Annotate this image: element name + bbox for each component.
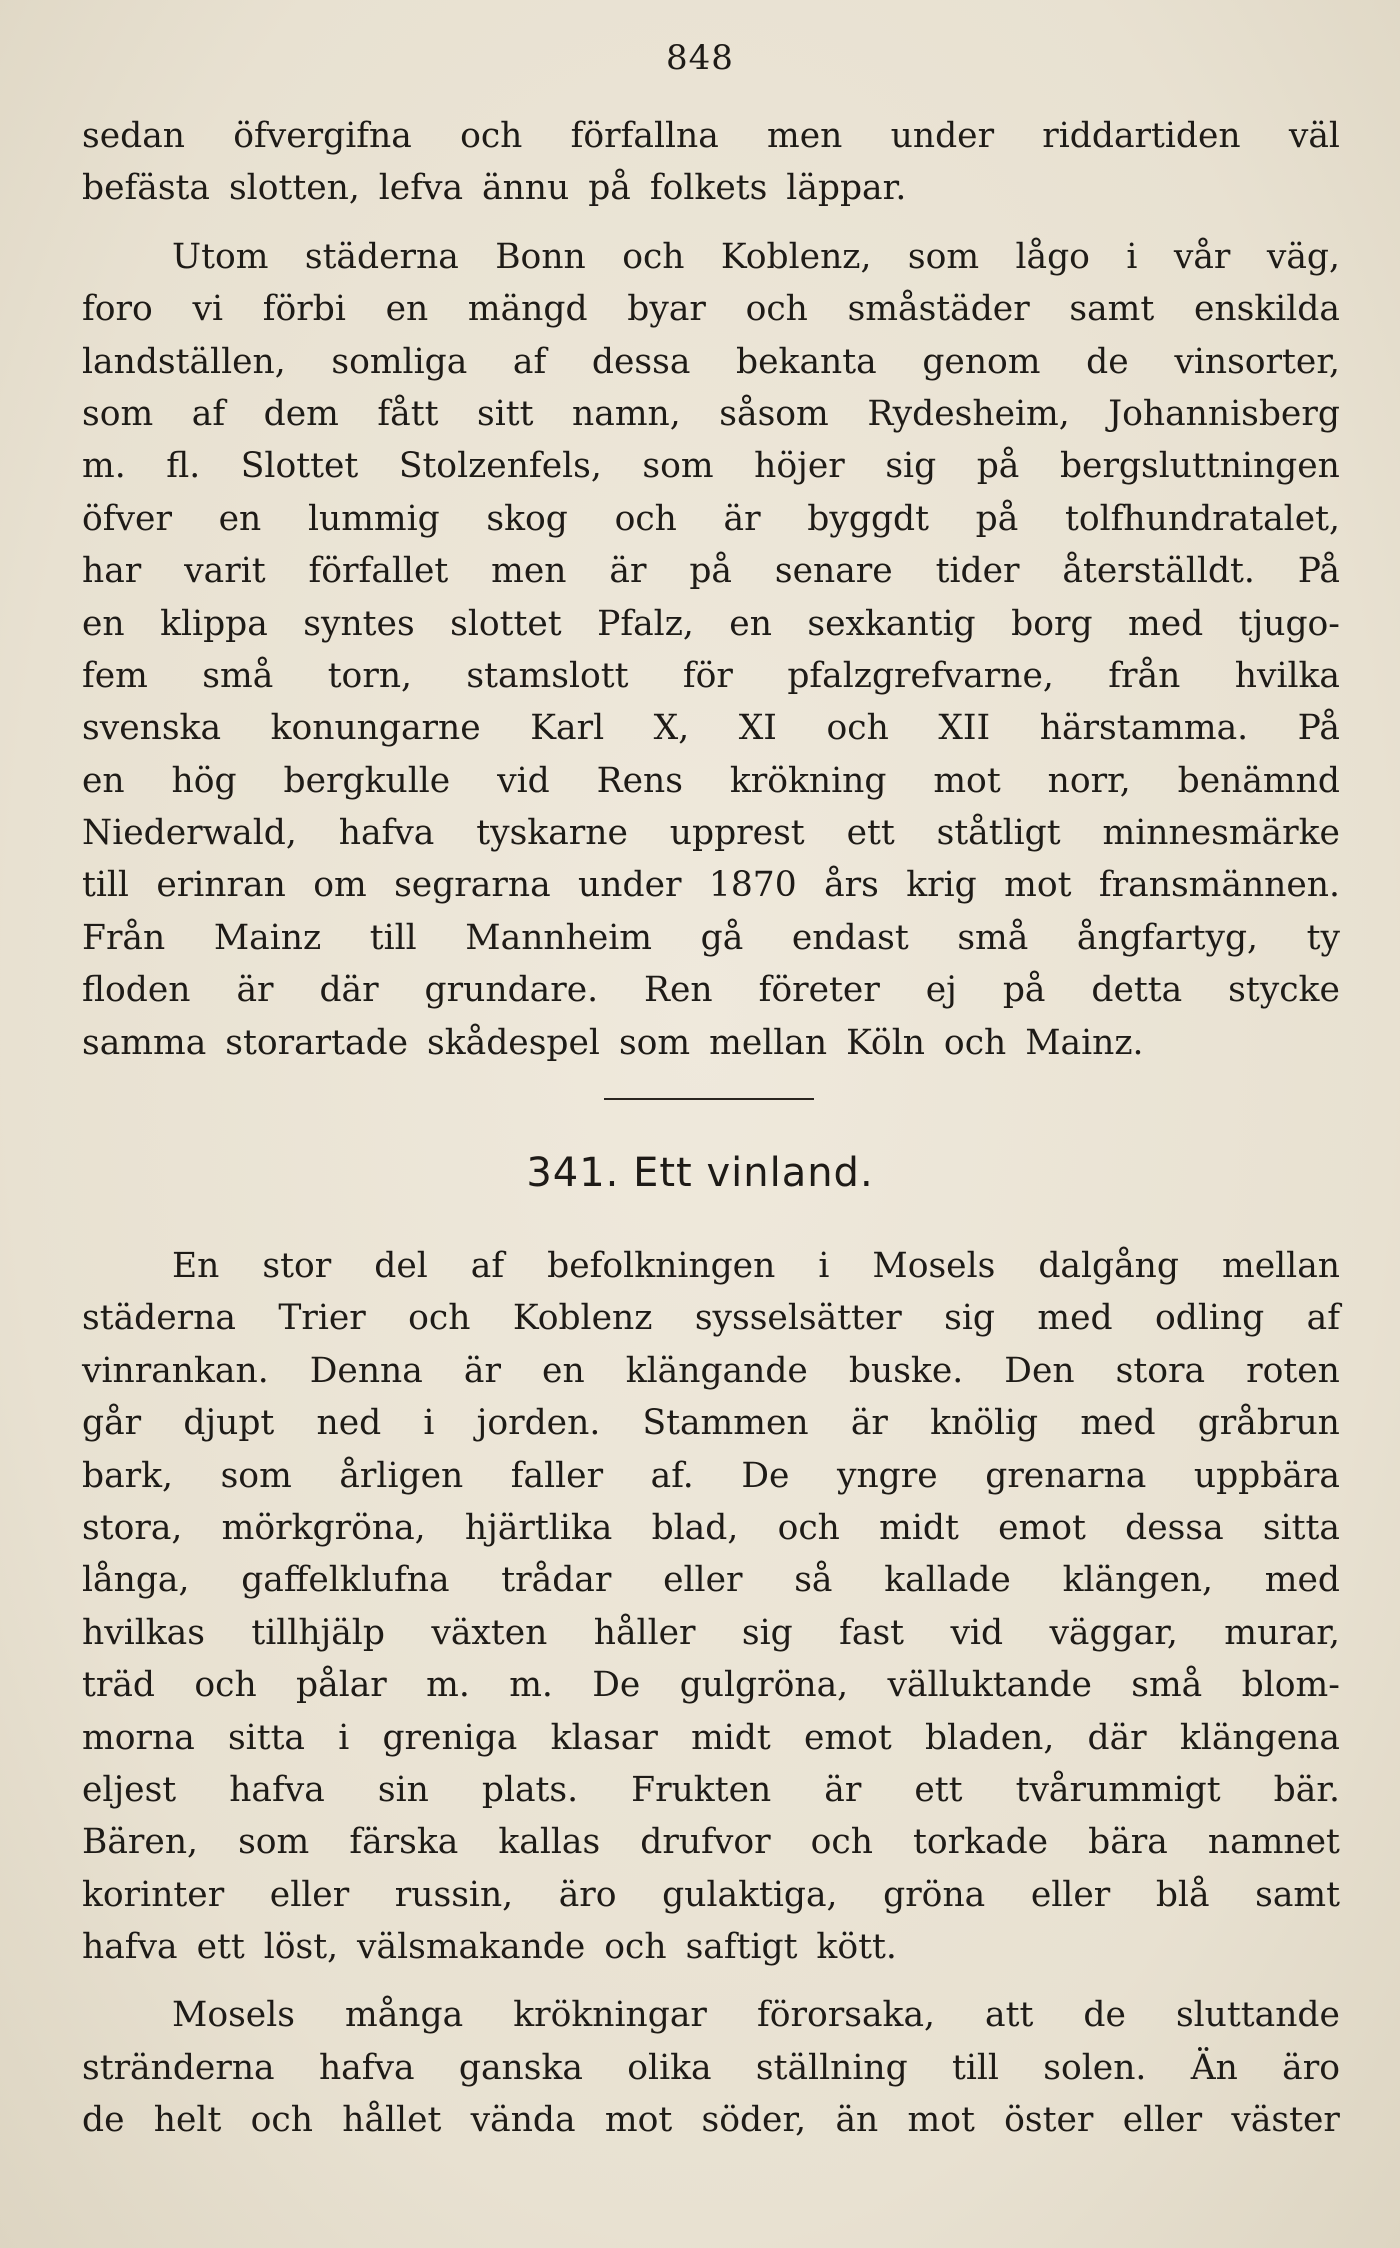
text-line: landställen, somliga af dessa bekanta genom de vinsorter, bbox=[82, 341, 1340, 382]
text-line: städerna Trier och Koblenz sysselsätter sig med odling af bbox=[82, 1298, 1340, 1339]
text-line: hvilkas tillhjälp växten håller sig fast vid väggar, murar, bbox=[82, 1612, 1340, 1653]
text-line: har varit förfallet men är på senare tider återställdt. På bbox=[82, 551, 1340, 592]
text-line: svenska konungarne Karl X, XI och XII härstamma. På bbox=[82, 708, 1340, 749]
text-line: långa, gaffelklufna trådar eller så kallade klängen, med bbox=[82, 1560, 1340, 1601]
page-number: 848 bbox=[666, 38, 734, 78]
text-line: träd och pålar m. m. De gulgröna, välluktande små blom- bbox=[82, 1665, 1340, 1706]
text-line: Från Mainz till Mannheim gå endast små ångfartyg, ty bbox=[82, 917, 1340, 958]
section-heading: 341. Ett vinland. bbox=[526, 1150, 874, 1196]
text-line: stränderna hafva ganska olika ställning till solen. Än äro bbox=[82, 2047, 1340, 2088]
text-line: sedan öfvergifna och förfallna men under riddartiden väl bbox=[82, 116, 1340, 156]
text-line: en hög bergkulle vid Rens krökning mot norr, benämnd bbox=[82, 760, 1340, 801]
text-line: går djupt ned i jorden. Stammen är knölig med gråbrun bbox=[82, 1403, 1340, 1444]
text-line: eljest hafva sin plats. Frukten är ett tvårummigt bär. bbox=[82, 1769, 1340, 1810]
text-line: Niederwald, hafva tyskarne upprest ett ståtligt minnesmärke bbox=[82, 813, 1340, 854]
section-divider bbox=[604, 1098, 814, 1100]
text-line: en klippa syntes slottet Pfalz, en sexkantig borg med tjugo- bbox=[82, 603, 1340, 644]
text-line: de helt och hållet vända mot söder, än mot öster eller väster bbox=[82, 2100, 1340, 2141]
top-text-block bbox=[82, 110, 1340, 1085]
text-line: morna sitta i greniga klasar midt emot bladen, där klängena bbox=[82, 1717, 1340, 1758]
text-line: floden är där grundare. Ren företer ej på detta stycke bbox=[82, 970, 1340, 1011]
text-line: vinrankan. Denna är en klängande buske. Den stora roten bbox=[82, 1350, 1340, 1391]
text-line: öfver en lummig skog och är byggdt på tolfhundratalet, bbox=[82, 498, 1340, 539]
text-line: befästa slotten, lefva ännu på folkets läppar. bbox=[82, 168, 907, 209]
text-line: foro vi förbi en mängd byar och småstäder samt enskilda bbox=[82, 289, 1340, 330]
text-line: samma storartade skådespel som mellan Köln och Mainz. bbox=[82, 1022, 1144, 1063]
text-line: bark, som årligen faller af. De yngre grenarna uppbära bbox=[82, 1455, 1340, 1496]
text-line: stora, mörkgröna, hjärtlika blad, och midt emot dessa sitta bbox=[82, 1507, 1340, 1548]
text-line: En stor del af befolkningen i Mosels dalgång mellan bbox=[172, 1246, 1340, 1286]
text-line: som af dem fått sitt namn, såsom Rydesheim, Johannisberg bbox=[82, 393, 1340, 434]
text-line: hafva ett löst, välsmakande och saftigt kött. bbox=[82, 1927, 897, 1968]
text-line: korinter eller russin, äro gulaktiga, gröna eller blå samt bbox=[82, 1874, 1340, 1915]
text-line: Mosels många krökningar förorsaka, att de sluttande bbox=[172, 1995, 1340, 2036]
text-line: fem små torn, stamslott för pfalzgrefvarne, från hvilka bbox=[82, 655, 1340, 696]
text-line: m. fl. Slottet Stolzenfels, som höjer sig på bergsluttningen bbox=[82, 446, 1340, 487]
text-line: Bären, som färska kallas drufvor och torkade bära namnet bbox=[82, 1822, 1340, 1863]
text-line: Utom städerna Bonn och Koblenz, som lågo i vår väg, bbox=[172, 236, 1340, 277]
bottom-text-block bbox=[82, 1240, 1340, 2163]
text-line: till erinran om segrarna under 1870 års krig mot fransmännen. bbox=[82, 865, 1340, 906]
